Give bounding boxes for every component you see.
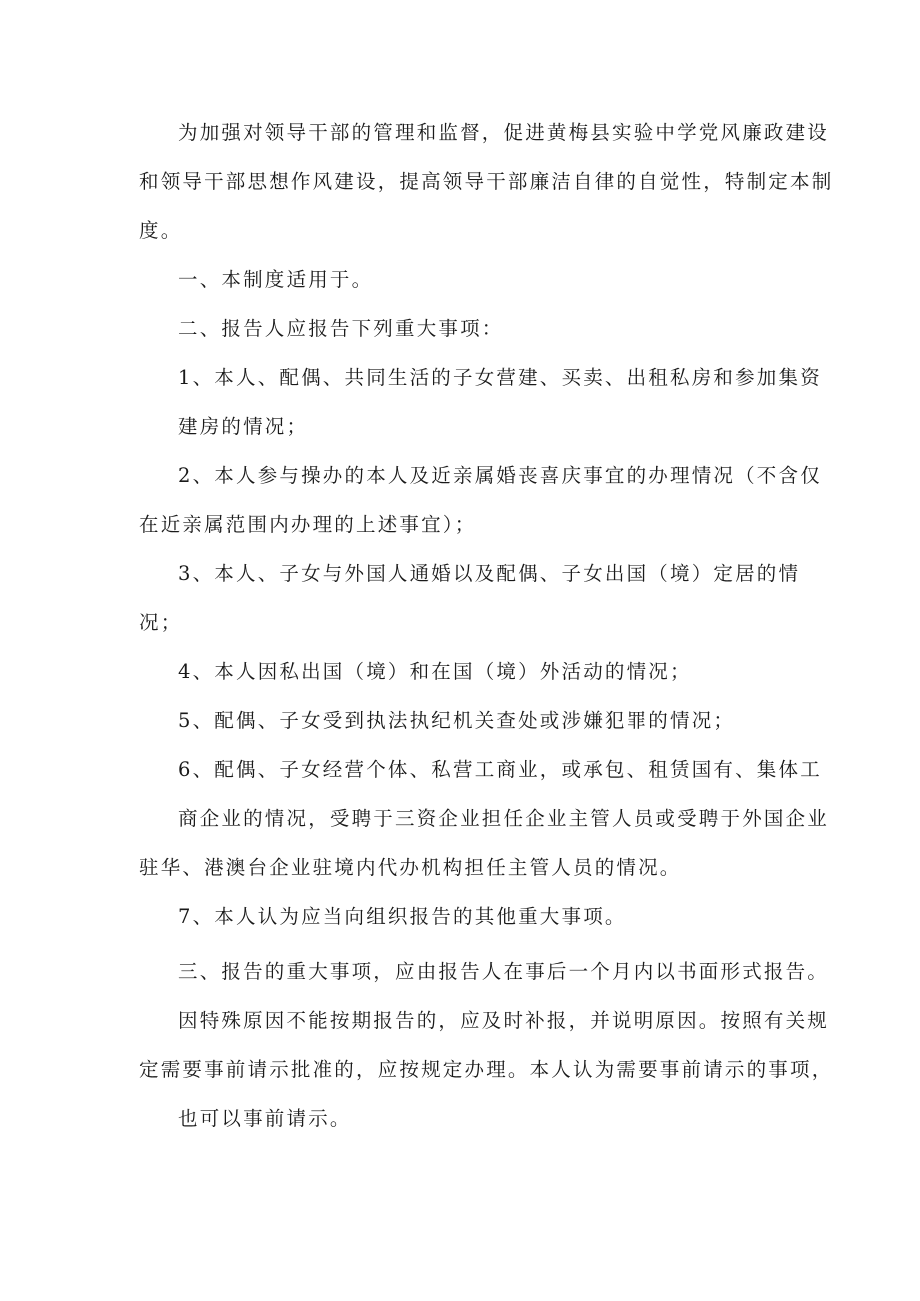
text-line: 驻华、港澳台企业驻境内代办机构担任主管人员的情况。 bbox=[139, 856, 682, 879]
text-line: 4、本人因私出国（境）和在国（境）外活动的情况； bbox=[178, 660, 692, 683]
text-line: 6、配偶、子女经营个体、私营工商业，或承包、租赁国有、集体工 bbox=[178, 758, 822, 781]
text-line: 因特殊原因不能按期报告的，应及时补报，并说明原因。按照有关规 bbox=[178, 1009, 830, 1032]
text-line: 三、报告的重大事项，应由报告人在事后一个月内以书面形式报告。 bbox=[178, 960, 830, 983]
text-line: 定需要事前请示批准的，应按规定办理。本人认为需要事前请示的事项， bbox=[139, 1058, 834, 1081]
text-line: 一、本制度适用于。 bbox=[178, 268, 374, 291]
text-line: 也可以事前请示。 bbox=[178, 1107, 352, 1130]
text-line: 二、报告人应报告下列重大事项： bbox=[178, 317, 504, 340]
text-line: 建房的情况； bbox=[178, 415, 309, 438]
text-line: 3、本人、子女与外国人通婚以及配偶、子女出国（境）定居的情 bbox=[178, 562, 801, 585]
text-line: 2、本人参与操办的本人及近亲属婚丧喜庆事宜的办理情况（不含仅 bbox=[178, 464, 822, 487]
text-line: 在近亲属范围内办理的上述事宜）； bbox=[139, 513, 477, 536]
text-line: 度。 bbox=[139, 219, 183, 242]
text-line: 商企业的情况，受聘于三资企业担任企业主管人员或受聘于外国企业 bbox=[178, 807, 830, 830]
text-line: 7、本人认为应当向组织报告的其他重大事项。 bbox=[178, 905, 627, 928]
text-line: 1、本人、配偶、共同生活的子女营建、买卖、出租私房和参加集资 bbox=[178, 366, 822, 389]
text-line: 和领导干部思想作风建设，提高领导干部廉洁自律的自觉性，特制定本制 bbox=[139, 170, 834, 193]
text-line: 5、配偶、子女受到执法执纪机关查处或涉嫌犯罪的情况； bbox=[178, 709, 736, 732]
text-line: 况； bbox=[139, 611, 183, 634]
text-line: 为加强对领导干部的管理和监督，促进黄梅县实验中学党风廉政建设 bbox=[178, 121, 830, 144]
